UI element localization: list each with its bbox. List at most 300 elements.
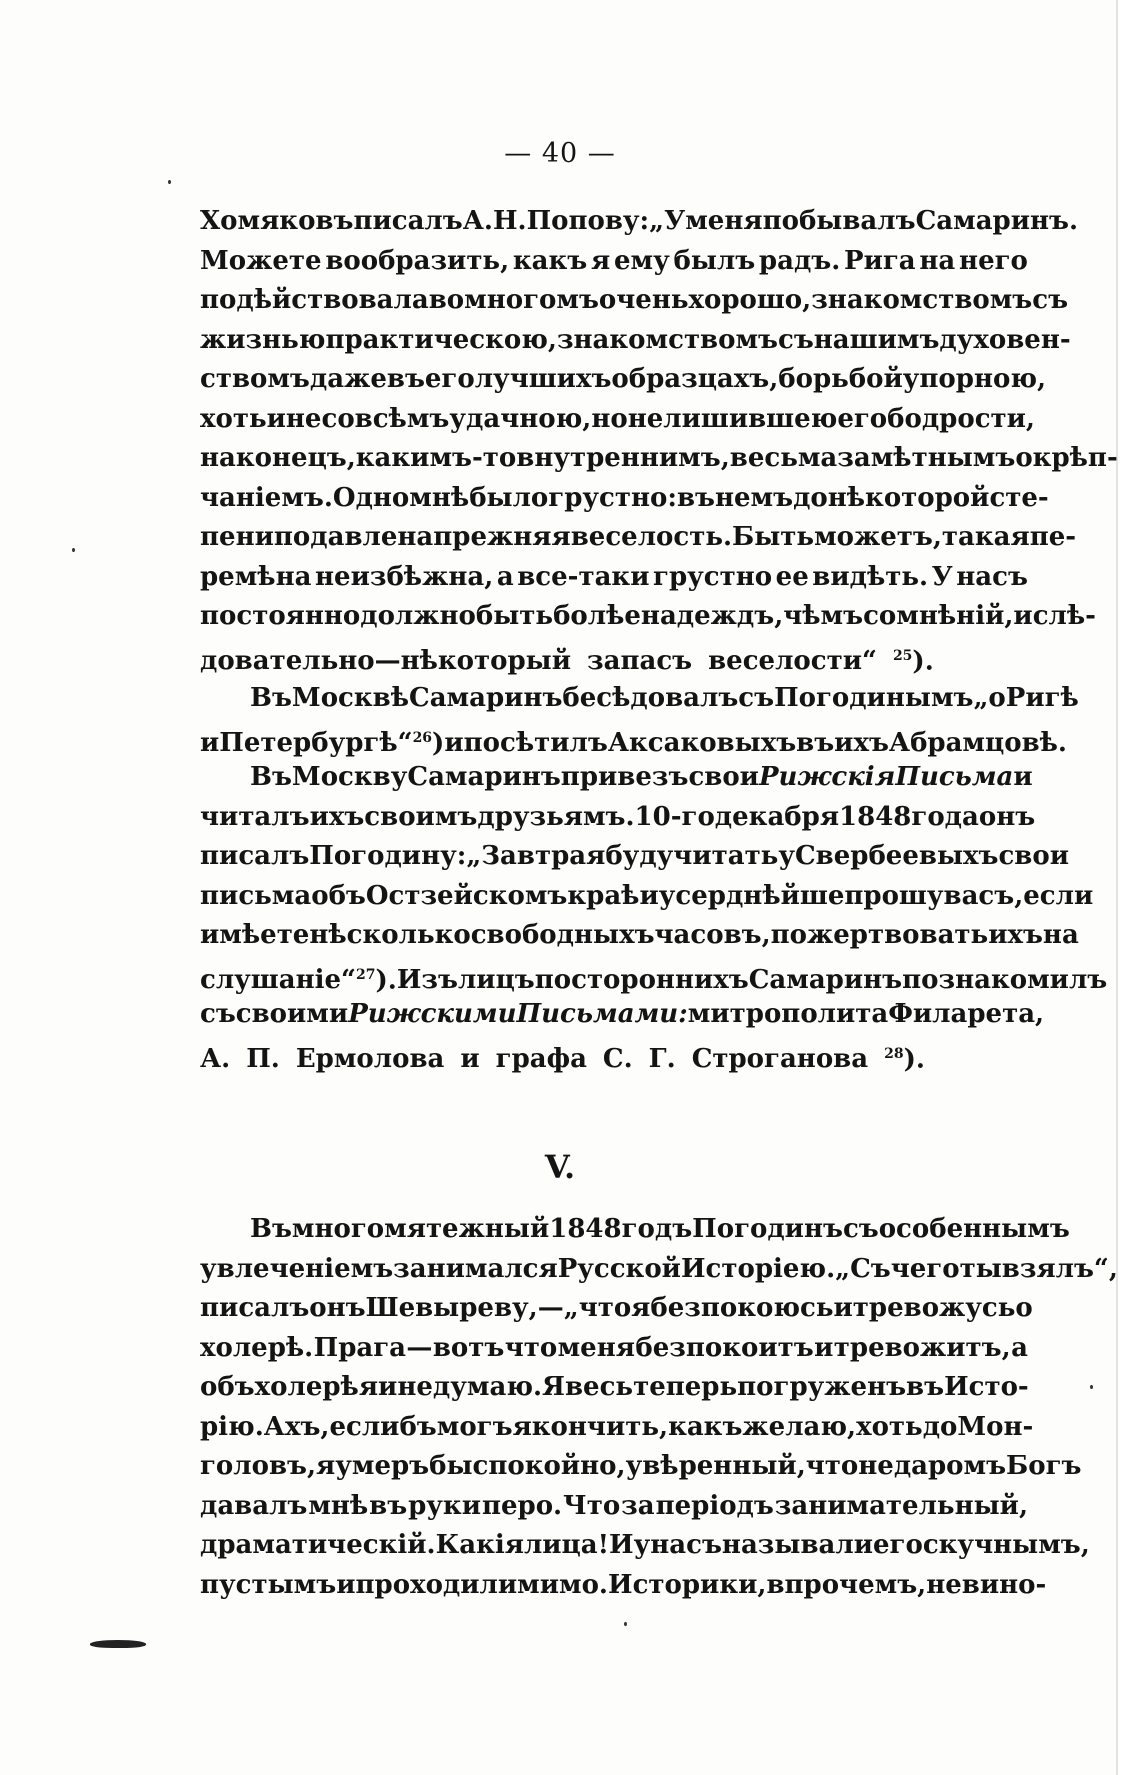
word: чаніемъ. xyxy=(200,482,333,513)
text-line xyxy=(200,1368,1028,1408)
word: Прага xyxy=(313,1332,406,1363)
word: нашимъ xyxy=(813,324,940,355)
word: увлеченіемъ xyxy=(200,1253,394,1284)
word: онъ xyxy=(309,1293,366,1323)
word: Рижскія xyxy=(758,762,896,792)
text-line xyxy=(200,518,1077,558)
word: ремѣна xyxy=(200,561,312,592)
word: года xyxy=(911,801,979,832)
word: о xyxy=(1015,1293,1033,1323)
word: Быть xyxy=(732,522,815,552)
page-edge xyxy=(1116,0,1140,1775)
word: Аксаковыхъ xyxy=(607,728,797,759)
word: П. xyxy=(246,1044,280,1075)
word: Свербеевыхъ xyxy=(794,841,999,871)
word: него xyxy=(959,245,1028,276)
word: и xyxy=(1013,762,1033,792)
word: „Завтра xyxy=(466,841,587,871)
word: чего xyxy=(890,1253,960,1284)
word: не xyxy=(858,1451,894,1481)
word: въ xyxy=(369,1490,408,1521)
ink-speck xyxy=(624,1622,627,1626)
word: ее xyxy=(775,561,809,592)
word: такая xyxy=(941,522,1030,552)
word: немъ xyxy=(714,482,794,513)
text-line xyxy=(200,1408,1034,1448)
word: меня xyxy=(685,206,763,236)
word: веселости“ xyxy=(708,646,877,677)
text-line xyxy=(200,242,1028,282)
word: безпокоитъ xyxy=(635,1332,814,1363)
word: погруженъ xyxy=(737,1372,907,1402)
word: я xyxy=(512,1411,532,1442)
word: знакомствомъ xyxy=(556,324,778,355)
word: съ xyxy=(200,999,236,1029)
word: посѣтилъ xyxy=(463,728,608,759)
word: ихъ xyxy=(988,920,1043,950)
word: мимо. xyxy=(517,1569,608,1600)
word: Въ xyxy=(250,762,292,792)
word: его xyxy=(872,1530,923,1560)
word: Что xyxy=(563,1490,621,1521)
word: весь xyxy=(564,1372,634,1402)
word: ихъ xyxy=(834,728,889,759)
word: бодрости, xyxy=(887,403,1035,434)
word: Ахъ, xyxy=(263,1411,330,1442)
word: часовъ, xyxy=(654,920,771,950)
word: писалъ xyxy=(200,841,310,871)
word: краѣ xyxy=(567,880,640,911)
word: и xyxy=(460,1044,480,1075)
word: 1848 xyxy=(549,1214,622,1244)
word: его xyxy=(424,364,475,394)
word: не xyxy=(627,403,664,434)
word: Богъ xyxy=(1006,1451,1082,1481)
word: чѣмъ xyxy=(783,601,864,631)
word: я xyxy=(590,245,611,276)
word: а xyxy=(496,561,514,592)
word: ствомъ xyxy=(200,364,310,394)
word: Попову: xyxy=(526,206,650,236)
word: письма xyxy=(200,880,312,911)
word: проходили xyxy=(355,1569,518,1600)
word: впрочемъ, xyxy=(766,1569,927,1600)
text-line xyxy=(200,1250,1118,1290)
paragraph-riga-letters xyxy=(200,758,1108,1075)
word: Рига xyxy=(844,245,916,276)
word: пустымъ xyxy=(200,1569,337,1600)
word: Историки, xyxy=(608,1569,767,1600)
word: еслибъ xyxy=(329,1411,437,1442)
paragraph-khomyakov-letter xyxy=(200,202,1118,677)
text-line xyxy=(200,1487,1028,1527)
word: 10-го xyxy=(634,801,715,832)
word: за xyxy=(621,1490,655,1521)
word: во xyxy=(428,285,465,315)
word: рію. xyxy=(200,1411,264,1442)
word: радъ. xyxy=(758,245,841,276)
word: холерѣ. xyxy=(200,1332,314,1363)
word: Погодинымъ xyxy=(774,683,974,713)
text-line xyxy=(200,439,1118,479)
word: грустно: xyxy=(548,482,677,513)
word: Ригѣ xyxy=(1005,683,1079,713)
word: и xyxy=(266,403,286,434)
word: не xyxy=(397,1372,433,1402)
word: „о xyxy=(973,683,1006,713)
word: вотъ xyxy=(432,1332,505,1363)
word: — xyxy=(406,1332,433,1363)
word: драматическій. xyxy=(200,1530,436,1560)
text-line xyxy=(200,281,1069,321)
word: и xyxy=(833,1293,853,1323)
word: Самаринъ. xyxy=(915,206,1079,236)
word: надеждъ, xyxy=(640,601,784,631)
text-line xyxy=(200,1447,1082,1487)
word: Петербургѣ“ xyxy=(219,728,413,759)
word: занимательный, xyxy=(774,1490,1028,1521)
word: графа xyxy=(495,1044,587,1075)
word: его xyxy=(837,403,888,434)
word: съ xyxy=(738,683,775,713)
word: Г. xyxy=(648,1044,676,1075)
text-line xyxy=(200,956,1108,996)
word: прошу xyxy=(844,880,944,911)
word: лучшихъ xyxy=(474,364,612,394)
word: въ xyxy=(796,728,835,759)
paragraph-moscow-visit xyxy=(200,679,1079,759)
word: Какія xyxy=(435,1530,524,1560)
word: желаю, xyxy=(742,1411,857,1442)
word: спокойно, xyxy=(472,1451,626,1481)
word: запасъ xyxy=(587,646,693,677)
ink-speck xyxy=(1090,1385,1093,1389)
word: перо. xyxy=(481,1490,563,1521)
word: и xyxy=(814,1332,834,1363)
word: насъ xyxy=(650,1530,722,1560)
word: болѣе xyxy=(553,601,641,631)
word: Ермолова xyxy=(295,1044,445,1075)
text-line xyxy=(200,679,1079,719)
word: Москвѣ xyxy=(291,683,409,713)
word: видѣть. xyxy=(812,561,929,592)
word: васъ, xyxy=(943,880,1024,911)
word: кончить, xyxy=(531,1411,669,1442)
page-number-header: — 40 — xyxy=(504,138,616,169)
text-line xyxy=(200,479,1049,519)
word: не xyxy=(926,1569,962,1600)
word: нѣкоторой xyxy=(827,482,990,513)
word: быть xyxy=(475,601,554,631)
word: очень xyxy=(598,285,689,315)
word: хоть xyxy=(856,1411,923,1442)
text-line xyxy=(200,916,1079,956)
word: до xyxy=(922,1411,958,1442)
text-line xyxy=(200,877,1094,917)
word: свои xyxy=(688,762,759,792)
text-line xyxy=(200,1526,1090,1566)
word: Русской xyxy=(557,1253,681,1284)
word: что xyxy=(504,1332,558,1363)
word: „Съ xyxy=(835,1253,891,1284)
word: борьбой xyxy=(778,364,903,394)
word: занимался xyxy=(393,1253,558,1284)
text-line xyxy=(200,1566,1047,1606)
word: Исто- xyxy=(944,1372,1029,1402)
text-line xyxy=(200,995,1045,1035)
word: постороннихъ xyxy=(534,965,749,996)
word: я xyxy=(631,1293,651,1323)
word: имѣете xyxy=(200,920,310,950)
word: постоянно xyxy=(200,601,361,631)
word: Н. xyxy=(492,206,527,236)
word: многомъ xyxy=(464,285,599,315)
word: и xyxy=(378,1372,398,1402)
word: было xyxy=(469,482,549,513)
word: вино- xyxy=(961,1569,1047,1600)
word: годъ xyxy=(621,1214,693,1244)
word: слѣ- xyxy=(1032,601,1096,631)
word: своимъ xyxy=(364,801,478,832)
word: тревожитъ, xyxy=(833,1332,1011,1363)
text-line xyxy=(200,1329,1028,1369)
word: свои xyxy=(998,841,1069,871)
word: подѣйствовала xyxy=(200,285,429,315)
word: я xyxy=(316,1451,336,1481)
word: у xyxy=(633,1530,651,1560)
word: митрополита xyxy=(687,999,889,1029)
text-line xyxy=(200,360,1047,400)
word: 1848 xyxy=(839,801,912,832)
section-heading: V. xyxy=(544,1148,576,1186)
word: „У xyxy=(649,206,686,236)
word: скучнымъ, xyxy=(922,1530,1090,1560)
word: Самаринъ xyxy=(407,762,561,792)
word: многомятежный xyxy=(291,1214,550,1244)
word: Шевыреву,—„что xyxy=(365,1293,632,1323)
word: я xyxy=(586,841,606,871)
word: я xyxy=(358,1372,379,1402)
word: Изъ xyxy=(396,965,458,996)
word: съ xyxy=(842,1214,879,1244)
word: головъ, xyxy=(200,1451,317,1481)
word: пени xyxy=(200,522,274,552)
word: наконецъ, xyxy=(200,443,356,473)
word: совсѣмъ xyxy=(321,403,450,434)
word: духовен- xyxy=(939,324,1071,355)
word: Остзейскомъ xyxy=(365,880,568,911)
word: декабря xyxy=(714,801,840,832)
word: Одно xyxy=(332,482,410,513)
word: взялъ“, xyxy=(1001,1253,1118,1284)
word: насъ xyxy=(956,561,1028,592)
text-line xyxy=(200,637,1028,677)
text-line xyxy=(200,837,1069,877)
word: безпокоюсь xyxy=(650,1293,834,1323)
word: Въ xyxy=(250,1214,292,1244)
word: не xyxy=(285,403,322,434)
text-line xyxy=(200,597,1096,637)
word: Москву xyxy=(291,762,408,792)
word: руки xyxy=(408,1490,481,1521)
word: неизбѣжна, xyxy=(315,561,494,592)
word: ты xyxy=(959,1253,1002,1284)
word: побывалъ xyxy=(762,206,916,236)
word: бы xyxy=(429,1451,473,1481)
word: $^{28}$). xyxy=(884,1044,925,1075)
word: на xyxy=(919,245,956,276)
word: и xyxy=(639,880,659,911)
word: а xyxy=(1011,1332,1028,1363)
word: мнѣ xyxy=(409,482,470,513)
word: подавлена xyxy=(273,522,434,552)
word: нѣсколько xyxy=(309,920,471,950)
word: объ xyxy=(311,880,366,911)
word: лицъ xyxy=(457,965,535,996)
word: Можете xyxy=(200,245,322,276)
text-line xyxy=(200,719,1067,759)
word: внутреннимъ, xyxy=(516,443,730,473)
word: Строганова xyxy=(691,1044,869,1075)
word: какъ xyxy=(668,1411,743,1442)
word: Филарета, xyxy=(888,999,1045,1029)
word: особеннымъ xyxy=(878,1214,1070,1244)
word: сте- xyxy=(989,482,1049,513)
word: буду xyxy=(605,841,674,871)
word: называли xyxy=(721,1530,873,1560)
word: лица! xyxy=(523,1530,610,1560)
word: даже xyxy=(309,364,387,394)
word: у xyxy=(778,841,795,871)
word: весьма xyxy=(729,443,838,473)
word: и xyxy=(336,1569,356,1600)
word: веселость. xyxy=(570,522,733,552)
word: Погодинъ xyxy=(692,1214,843,1244)
word: съ xyxy=(1032,285,1069,315)
text-line xyxy=(200,558,1028,598)
word: Абрамцовѣ. xyxy=(888,728,1067,759)
word: на xyxy=(1042,920,1079,950)
word: довательно—нѣкоторый xyxy=(200,646,571,677)
word: Рижскими xyxy=(348,999,517,1029)
word: давалъ xyxy=(200,1490,308,1521)
word: $^{26}$) xyxy=(412,728,445,759)
word: писалъ xyxy=(353,206,463,236)
word: окрѣп- xyxy=(1015,443,1118,473)
word: Исторіею. xyxy=(680,1253,836,1284)
word: читалъ xyxy=(200,801,310,832)
word: увѣренный, xyxy=(625,1451,806,1481)
word: А. xyxy=(200,1044,231,1075)
word: Письма xyxy=(895,762,1014,792)
word: хорошо, xyxy=(688,285,812,315)
word: періодъ xyxy=(655,1490,774,1521)
word: усерднѣйше xyxy=(658,880,845,911)
word: лишившею xyxy=(663,403,838,434)
word: Письмами: xyxy=(516,999,688,1029)
word: меня xyxy=(557,1332,635,1363)
word: жизнью xyxy=(200,324,326,355)
word: друзьямъ. xyxy=(477,801,635,832)
word: образцахъ, xyxy=(611,364,779,394)
word: $^{27}$). xyxy=(356,965,397,996)
word: замѣтнымъ xyxy=(837,443,1016,473)
text-line xyxy=(200,798,1036,838)
word: писалъ xyxy=(200,1293,310,1323)
word: У xyxy=(931,561,953,592)
word: ихъ xyxy=(309,801,365,832)
word: $^{25}$). xyxy=(892,646,934,677)
text-line xyxy=(200,1210,1070,1250)
word: все-таки xyxy=(517,561,650,592)
word: что xyxy=(805,1451,859,1481)
word: И xyxy=(609,1530,634,1560)
word: ему xyxy=(613,245,670,276)
word: познакомилъ xyxy=(902,965,1108,996)
word: былъ xyxy=(673,245,756,276)
word: если xyxy=(1023,880,1094,911)
word: пе- xyxy=(1029,522,1077,552)
word: С. xyxy=(602,1044,633,1075)
word: думаю. xyxy=(432,1372,543,1402)
word: грустно xyxy=(653,561,773,592)
word: объ xyxy=(200,1372,255,1402)
word: читать xyxy=(673,841,779,871)
word: какъ xyxy=(512,245,588,276)
text-line xyxy=(200,1289,1033,1329)
word: свободныхъ xyxy=(470,920,655,950)
word: Самаринъ xyxy=(748,965,903,996)
word: практическою, xyxy=(325,324,557,355)
word: своими xyxy=(235,999,349,1029)
word: Самаринъ xyxy=(409,683,563,713)
text-line xyxy=(200,758,1033,798)
ink-smudge xyxy=(90,1640,146,1648)
word: но xyxy=(591,403,628,434)
word: слушаніе“ xyxy=(200,965,356,996)
text-line xyxy=(200,321,1071,361)
word: съ xyxy=(778,324,814,355)
word: прежняя xyxy=(433,522,571,552)
word: Погодину: xyxy=(309,841,467,871)
paragraph-pogodin-history xyxy=(200,1210,1118,1605)
word: удачною, xyxy=(449,403,592,434)
word: въ xyxy=(386,364,425,394)
word: и xyxy=(1013,601,1033,631)
word: въ xyxy=(906,1372,945,1402)
word: знакомствомъ xyxy=(811,285,1033,315)
word: и xyxy=(200,728,220,759)
word: Я xyxy=(542,1372,565,1402)
word: даромъ xyxy=(893,1451,1007,1481)
word: въ xyxy=(676,482,715,513)
word: Въ xyxy=(250,683,292,713)
word: привезъ xyxy=(560,762,689,792)
word: Мон- xyxy=(957,1411,1034,1442)
word: теперь xyxy=(633,1372,738,1402)
text-line xyxy=(200,400,1035,440)
word: Хомяковъ xyxy=(200,206,354,236)
word: мнѣ xyxy=(308,1490,369,1521)
word: можетъ, xyxy=(814,522,942,552)
word: А. xyxy=(462,206,493,236)
word: онъ xyxy=(978,801,1036,832)
word: должно xyxy=(360,601,476,631)
word: вообразить, xyxy=(325,245,510,276)
word: сомнѣній, xyxy=(863,601,1014,631)
word: умеръ xyxy=(335,1451,430,1481)
word: пожертвовать xyxy=(770,920,989,950)
